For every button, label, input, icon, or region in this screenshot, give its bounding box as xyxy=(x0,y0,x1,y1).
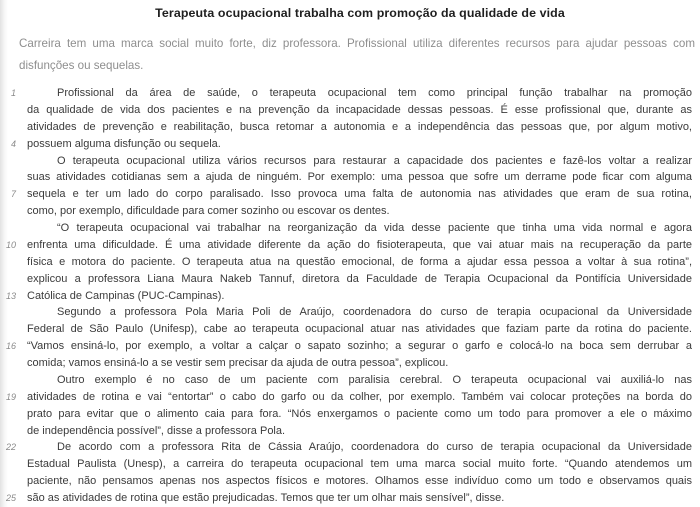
line-number xyxy=(0,169,16,186)
text-line-row xyxy=(0,237,700,254)
subtitle-line: disfunções ou sequelas. xyxy=(19,59,144,72)
text-line-row xyxy=(0,254,700,271)
text-line: “Vamos ensiná-lo, por exemplo, a voltar a calçar o sapato sozinho; a segurar o garfo e colocá-lo na boca sem derrubar a xyxy=(27,340,692,353)
text-line: prato para evitar que o alimento caia para fora. “Nós enxergamos o paciente como um todo para promover a ele o máximo xyxy=(27,407,692,420)
article-body xyxy=(0,85,700,507)
line-number: 25 xyxy=(5,493,16,503)
line-number xyxy=(0,220,16,237)
text-line: De acordo com a professora Rita de Cássia Araújo, coordenadora do curso de terapia ocupacional da Universidade xyxy=(57,441,692,454)
subtitle-line: Carreira tem uma marca social muito forte, diz professora. Profissional utiliza diferentes recursos para ajudar pessoas com xyxy=(19,37,695,50)
line-number: 10 xyxy=(5,239,16,250)
line-number: 4 xyxy=(10,138,16,149)
line-number: 13 xyxy=(5,290,16,301)
line-number: 16 xyxy=(5,341,16,352)
text-line: comida; vamos ensiná-lo a se vestir sem precisar da ajuda de outra pessoa”, explicou. xyxy=(27,357,449,369)
text-line: Profissional da área de saúde, o terapeuta ocupacional tem como principal função trabalhar na promoção xyxy=(57,87,692,99)
text-line-row xyxy=(0,490,700,507)
text-line: Outro exemplo é no caso de um paciente com paralisia cerebral. O terapeuta ocupacional vai auxiliá-lo nas xyxy=(57,373,692,386)
article-title: Terapeuta ocupacional trabalha com promoção da qualidade de vida xyxy=(155,6,565,20)
line-number: 22 xyxy=(5,442,16,453)
line-number xyxy=(0,321,16,338)
text-line-row xyxy=(0,439,700,456)
text-line-row xyxy=(0,355,700,372)
text-line-row xyxy=(0,304,700,321)
line-number xyxy=(0,456,16,473)
line-number xyxy=(0,102,16,119)
text-line: da qualidade de vida dos pacientes e na prevenção da incapacidade dessas pessoas. É esse profissional que, durante as xyxy=(27,103,692,116)
text-line-row xyxy=(0,136,700,153)
line-number xyxy=(0,119,16,136)
text-line-row xyxy=(0,456,700,473)
text-line: de independência possível”, disse a professora Pola. xyxy=(27,424,286,437)
text-line: enfrenta uma dificuldade. É uma atividade diferente da ação do fisioterapeuta, que vai atuar mais na recuperação da parte xyxy=(27,238,692,251)
text-line-row xyxy=(0,220,700,237)
text-line-row xyxy=(0,153,700,170)
text-line-row xyxy=(0,321,700,338)
text-line: O terapeuta ocupacional utiliza vários recursos para restaurar a capacidade dos pacientes e fazê-los voltar a realizar xyxy=(57,154,692,167)
text-line: sequela e ter um lado do corpo paralisado. Isso provoca uma falta de autonomia nas atividades que eram de sua rotina, xyxy=(27,188,692,201)
text-line-row xyxy=(0,473,700,490)
line-number xyxy=(0,254,16,271)
article-subtitle xyxy=(19,33,695,77)
text-line: possuem alguma disfunção ou sequela. xyxy=(27,137,221,150)
text-line: física e motora do paciente. O terapeuta atua na questão emocional, de forma a ajudar essa pessoa a voltar à sua rotina”, xyxy=(27,255,692,268)
line-number xyxy=(0,271,16,288)
text-line: são as atividades de rotina que estão prejudicadas. Temos que ter um olhar mais sensível”, disse. xyxy=(27,492,505,504)
text-line: explicou a professora Liana Maura Nakeb Tannuf, diretora da Faculdade de Terapia Ocupacional da Pontifícia Universidade xyxy=(27,272,692,285)
text-line-row xyxy=(0,271,700,288)
text-line: Segundo a professora Pola Maria Poli de Araújo, coordenadora do curso de terapia ocupacional da Universidade xyxy=(57,306,692,319)
text-line: paciente, não pensamos apenas nos aspectos físicos e motores. Olhamos esse indivíduo como um todo e observamos quais xyxy=(27,475,692,488)
line-number xyxy=(0,473,16,490)
text-line-row xyxy=(0,119,700,136)
text-line: Estadual Paulista (Unesp), a carreira do terapeuta ocupacional tem uma marca social muito forte. “Quando atendemos um xyxy=(27,458,692,471)
text-line: Católica de Campinas (PUC-Campinas). xyxy=(27,289,225,302)
line-number: 19 xyxy=(5,391,16,402)
text-line: Federal de São Paulo (Unifesp), cabe ao terapeuta ocupacional atuar nas atividades que faziam parte da rotina do paciente. xyxy=(27,323,692,336)
text-line-row xyxy=(0,338,700,355)
text-line: suas atividades cotidianas sem a ajuda de ninguém. Por exemplo: uma pessoa que sofre um derrame pode ficar com alguma xyxy=(27,171,692,184)
text-line-row xyxy=(0,406,700,423)
line-number xyxy=(0,304,16,321)
text-line-row xyxy=(0,169,700,186)
line-number xyxy=(0,153,16,170)
text-line-row xyxy=(0,389,700,406)
text-line: “O terapeuta ocupacional vai trabalhar na reorganização da vida desse paciente que tinha uma vida normal e agora xyxy=(57,222,692,234)
text-line: atividades de rotina e vai “entortar” o cabo do garfo ou da colher, por exemplo. Também vai colocar proteções na borda do xyxy=(27,390,692,403)
text-line-row xyxy=(0,186,700,203)
line-number xyxy=(0,423,16,440)
line-number: 1 xyxy=(10,88,16,98)
text-line-row xyxy=(0,85,700,102)
text-line-row xyxy=(0,372,700,389)
text-line-row xyxy=(0,288,700,305)
line-number xyxy=(0,203,16,220)
text-line: atividades de prevenção e reabilitação, busca retomar a autonomia e a independência das pessoas que, por algum motivo, xyxy=(27,120,692,133)
text-line-row xyxy=(0,423,700,440)
line-number xyxy=(0,355,16,372)
line-number: 7 xyxy=(10,189,16,200)
text-line: como, por exemplo, dificuldade para comer sozinho ou escovar os dentes. xyxy=(27,205,390,218)
line-number xyxy=(0,406,16,423)
text-line-row xyxy=(0,102,700,119)
line-number xyxy=(0,372,16,389)
text-line-row xyxy=(0,203,700,220)
